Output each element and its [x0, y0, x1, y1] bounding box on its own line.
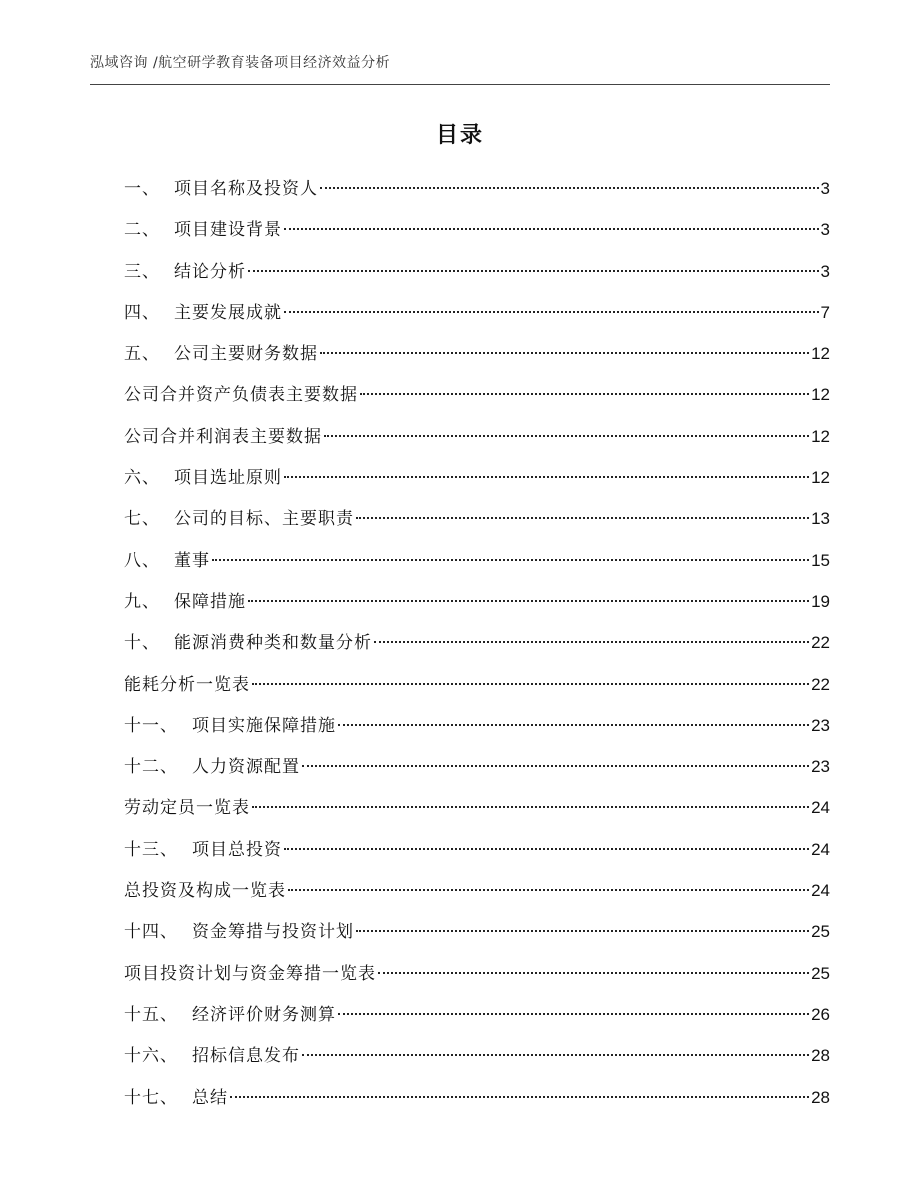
toc-entry-number: 十七、 [124, 1087, 178, 1108]
toc-entry-label [124, 334, 318, 375]
toc-entry-label [124, 169, 318, 210]
toc-entry[interactable] [124, 622, 830, 663]
toc-dot-leader [212, 559, 809, 561]
toc-entry-page-number: 24 [811, 881, 830, 901]
toc-dot-leader [252, 683, 809, 685]
toc-entry[interactable] [124, 374, 830, 415]
toc-entry-page-number: 22 [811, 633, 830, 653]
toc-entry-page-number: 28 [811, 1087, 830, 1107]
toc-entry[interactable] [124, 540, 830, 581]
toc-entry-label [124, 623, 372, 664]
toc-entry-label [124, 293, 282, 334]
toc-entry-page-number: 13 [811, 509, 830, 529]
toc-entry[interactable] [124, 333, 830, 374]
toc-entry-title: 公司主要财务数据 [174, 344, 318, 365]
toc-entry[interactable] [124, 787, 830, 828]
toc-entry-title: 公司合并资产负债表主要数据 [124, 385, 358, 406]
toc-entry-label [124, 871, 286, 912]
toc-dot-leader [324, 435, 809, 437]
toc-entry-title: 项目投资计划与资金筹措一览表 [124, 963, 376, 984]
toc-entry-title: 能源消费种类和数量分析 [174, 633, 372, 654]
toc-entry-title: 总投资及构成一览表 [124, 881, 286, 902]
toc-dot-leader [320, 187, 819, 189]
toc-entry-number: 八、 [124, 550, 160, 571]
toc-entry-page-number: 25 [811, 922, 830, 942]
toc-entry-page-number: 12 [811, 426, 830, 446]
toc-entry-label [124, 252, 246, 293]
toc-entry-label [124, 706, 336, 747]
toc-dot-leader [378, 972, 809, 974]
toc-entry-number: 十四、 [124, 922, 178, 943]
toc-dot-leader [302, 765, 809, 767]
toc-entry[interactable] [124, 664, 830, 705]
toc-dot-leader [356, 517, 809, 519]
toc-entry-title: 项目选址原则 [174, 468, 282, 489]
toc-entry[interactable] [124, 1035, 830, 1076]
toc-entry-title: 总结 [192, 1087, 228, 1108]
toc-entry-title: 能耗分析一览表 [124, 674, 250, 695]
toc-entry-title: 项目建设背景 [174, 220, 282, 241]
toc-entry-title: 公司合并利润表主要数据 [124, 426, 322, 447]
toc-entry[interactable] [124, 209, 830, 250]
toc-entry[interactable] [124, 292, 830, 333]
toc-dot-leader [284, 848, 809, 850]
toc-title: 目录 [435, 123, 484, 148]
toc-entry-number: 十一、 [124, 715, 178, 736]
toc-entry-title: 劳动定员一览表 [124, 798, 250, 819]
toc-entry[interactable] [124, 911, 830, 952]
toc-entry-page-number: 3 [820, 220, 830, 240]
toc-entry-page-number: 12 [811, 468, 830, 488]
toc-dot-leader [360, 393, 809, 395]
toc-entry-label [124, 995, 336, 1036]
toc-entry-page-number: 3 [820, 179, 830, 198]
toc-entry[interactable] [124, 829, 830, 870]
toc-dot-leader [288, 889, 809, 891]
toc-entry-page-number: 19 [811, 591, 830, 611]
toc-entry-title: 保障措施 [174, 591, 246, 612]
toc-entry-page-number: 12 [811, 344, 830, 364]
toc-dot-leader [338, 724, 809, 726]
toc-entry-title: 董事 [174, 550, 210, 571]
toc-dot-leader [284, 476, 809, 478]
toc-dot-leader [284, 228, 819, 230]
toc-dot-leader [320, 352, 809, 354]
toc-entry-number: 十二、 [124, 757, 178, 778]
toc-entry-number: 一、 [124, 179, 160, 199]
toc-entry-page-number: 24 [811, 839, 830, 859]
toc-dot-leader [248, 270, 819, 272]
page-header: 泓域咨询 /航空研学教育装备项目经济效益分析 [90, 55, 391, 71]
toc-entry-label [124, 210, 282, 251]
toc-entry-page-number: 28 [811, 1046, 830, 1066]
toc-entry-label [124, 375, 358, 416]
toc-entry[interactable] [124, 168, 830, 209]
toc-entry-label [124, 541, 210, 582]
toc-entry-page-number: 26 [811, 1004, 830, 1024]
toc-entry[interactable] [124, 581, 830, 622]
toc-entry-number: 十、 [124, 633, 160, 654]
toc-entry-number: 二、 [124, 220, 160, 241]
toc-entry-title: 项目名称及投资人 [174, 179, 318, 199]
toc-entry-number: 六、 [124, 468, 160, 489]
toc-entry-number: 九、 [124, 591, 160, 612]
toc-entry-title: 公司的目标、主要职责 [174, 509, 354, 530]
toc-entry-page-number: 15 [811, 550, 830, 570]
toc-dot-leader [356, 930, 809, 932]
toc-entry-title: 结论分析 [174, 261, 246, 282]
toc-entry[interactable] [124, 994, 830, 1035]
toc-entry-label [124, 912, 354, 953]
toc-entry-label [124, 788, 250, 829]
toc-entry[interactable] [124, 1077, 830, 1118]
toc-entry[interactable] [124, 870, 830, 911]
toc-entry-label [124, 417, 322, 458]
toc-entry-label [124, 499, 354, 540]
toc-entry-title: 经济评价财务测算 [192, 1004, 336, 1025]
toc-entry-label [124, 458, 282, 499]
toc-entry-page-number: 24 [811, 798, 830, 818]
toc-entry-number: 十五、 [124, 1004, 178, 1025]
toc-entry-number: 十六、 [124, 1046, 178, 1067]
toc-entry-page-number: 22 [811, 674, 830, 694]
toc-entry[interactable] [124, 746, 830, 787]
toc-entry-label [124, 954, 376, 995]
toc-entry[interactable] [124, 705, 830, 746]
toc-entry-page-number: 23 [811, 757, 830, 777]
toc-entry-number: 七、 [124, 509, 160, 530]
toc-dot-leader [284, 311, 819, 313]
toc-entry-label [124, 1036, 300, 1077]
toc-entry-number: 三、 [124, 261, 160, 282]
toc-entry-title: 人力资源配置 [192, 757, 300, 778]
toc-dot-leader [248, 600, 809, 602]
toc-dot-leader [230, 1096, 809, 1098]
toc-entry-title: 招标信息发布 [192, 1046, 300, 1067]
toc-entry-title: 资金筹措与投资计划 [192, 922, 354, 943]
toc-entry-label [124, 582, 246, 623]
toc-list [124, 168, 830, 1118]
toc-entry[interactable] [124, 416, 830, 457]
toc-entry-title: 项目总投资 [192, 839, 282, 860]
toc-entry-page-number: 23 [811, 715, 830, 735]
header-divider [90, 84, 830, 85]
toc-entry[interactable] [124, 498, 830, 539]
toc-entry-page-number: 3 [820, 261, 830, 281]
toc-entry-label [124, 665, 250, 706]
toc-dot-leader [302, 1054, 809, 1056]
toc-entry-number: 五、 [124, 344, 160, 365]
toc-entry-label [124, 747, 300, 788]
toc-entry-label [124, 830, 282, 871]
toc-entry-number: 十三、 [124, 839, 178, 860]
toc-entry-page-number: 12 [811, 385, 830, 405]
toc-dot-leader [252, 806, 809, 808]
toc-entry-page-number: 7 [820, 302, 830, 322]
toc-entry[interactable] [124, 251, 830, 292]
toc-entry[interactable] [124, 953, 830, 994]
toc-dot-leader [338, 1013, 809, 1015]
toc-entry-title: 主要发展成就 [174, 302, 282, 323]
toc-entry-title: 项目实施保障措施 [192, 715, 336, 736]
toc-entry[interactable] [124, 457, 830, 498]
toc-entry-label [124, 1078, 228, 1119]
toc-entry-number: 四、 [124, 302, 160, 323]
toc-dot-leader [374, 641, 809, 643]
toc-entry-page-number: 25 [811, 963, 830, 983]
